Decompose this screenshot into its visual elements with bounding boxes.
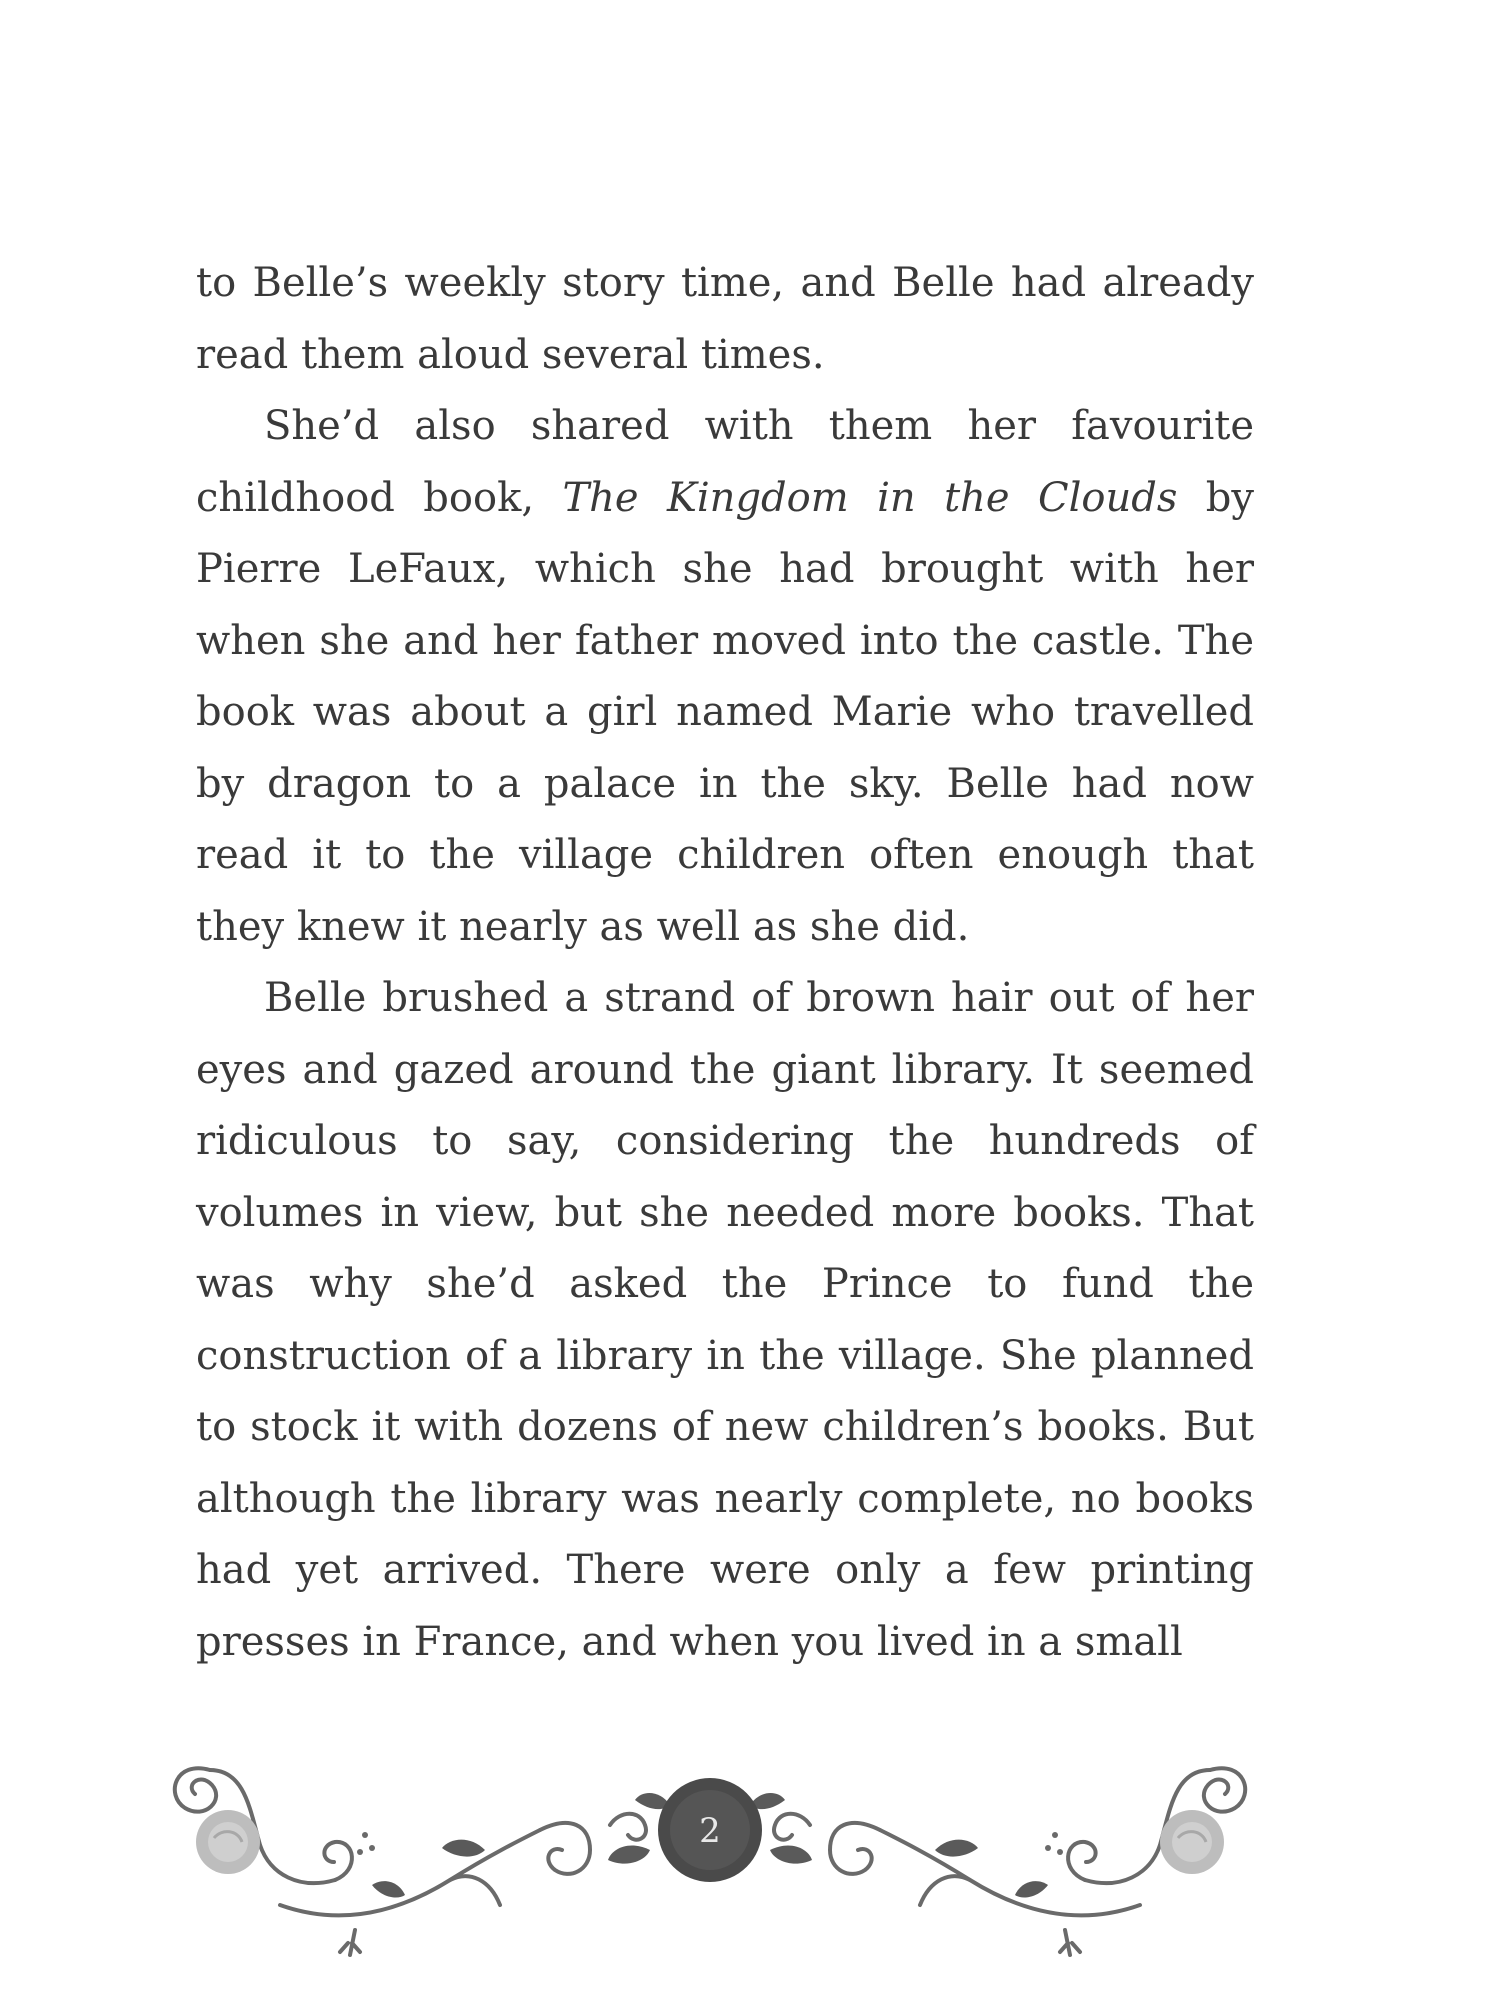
paragraph-2 xyxy=(196,391,1254,963)
right-vine-curl xyxy=(830,1823,880,1874)
left-leaf-2 xyxy=(372,1881,405,1897)
right-sprig xyxy=(1060,1930,1080,1955)
right-scroll-curl xyxy=(1204,1768,1245,1811)
page-number: 2 xyxy=(699,1811,721,1851)
right-small-curl xyxy=(1068,1842,1096,1880)
left-dot-3 xyxy=(357,1849,363,1855)
center-leaf-left xyxy=(608,1845,650,1863)
left-rose xyxy=(196,1810,260,1874)
left-dot-1 xyxy=(362,1832,368,1838)
right-leaf-1 xyxy=(935,1840,978,1857)
footer-ornament xyxy=(150,1730,1270,1960)
left-dot-2 xyxy=(369,1845,375,1851)
paragraph-2-text-before: She’d also shared with them her favourite childhood book, xyxy=(196,403,1254,521)
left-inner-curl xyxy=(610,1814,646,1840)
left-scroll-curl xyxy=(175,1768,216,1811)
right-leaf-2 xyxy=(1015,1881,1048,1897)
center-leaf-right xyxy=(770,1845,812,1863)
left-vine-curl xyxy=(540,1823,590,1874)
book-title: The Kingdom in the Clouds xyxy=(562,474,1178,521)
right-dot-3 xyxy=(1057,1849,1063,1855)
right-dot-2 xyxy=(1045,1845,1051,1851)
right-rose xyxy=(1160,1810,1224,1874)
left-leaf-1 xyxy=(442,1840,485,1857)
left-small-curl xyxy=(324,1842,352,1880)
paragraph-2-text-after: by Pierre LeFaux, which she had brought with her when she and her father moved into the castle. The book was about a girl named Marie who travelled by dragon to a palace in the sky. Belle had now read it to the village children often enough that they knew it nearly as well as she did. xyxy=(196,474,1255,950)
left-sprig xyxy=(340,1930,360,1955)
paragraph-3: Belle brushed a strand of brown hair out of her eyes and gazed around the giant library. It seemed ridiculous to say, considering the hundreds of volumes in view, but she needed more books. That was why she’d asked the Prince to fund the construction of a library in the village. She planned to stock it with dozens of new children’s books. But although the library was nearly complete, no books had yet arrived. There were only a few printing presses in France, and when you lived in a small xyxy=(196,975,1254,1665)
page-body xyxy=(196,248,1254,1678)
right-vine-to-center xyxy=(920,1876,970,1905)
right-dot-1 xyxy=(1052,1832,1058,1838)
right-inner-curl xyxy=(774,1814,810,1840)
paragraph-1: to Belle’s weekly story time, and Belle had already read them aloud several times. xyxy=(196,260,1254,378)
left-vine-to-center xyxy=(450,1876,500,1905)
